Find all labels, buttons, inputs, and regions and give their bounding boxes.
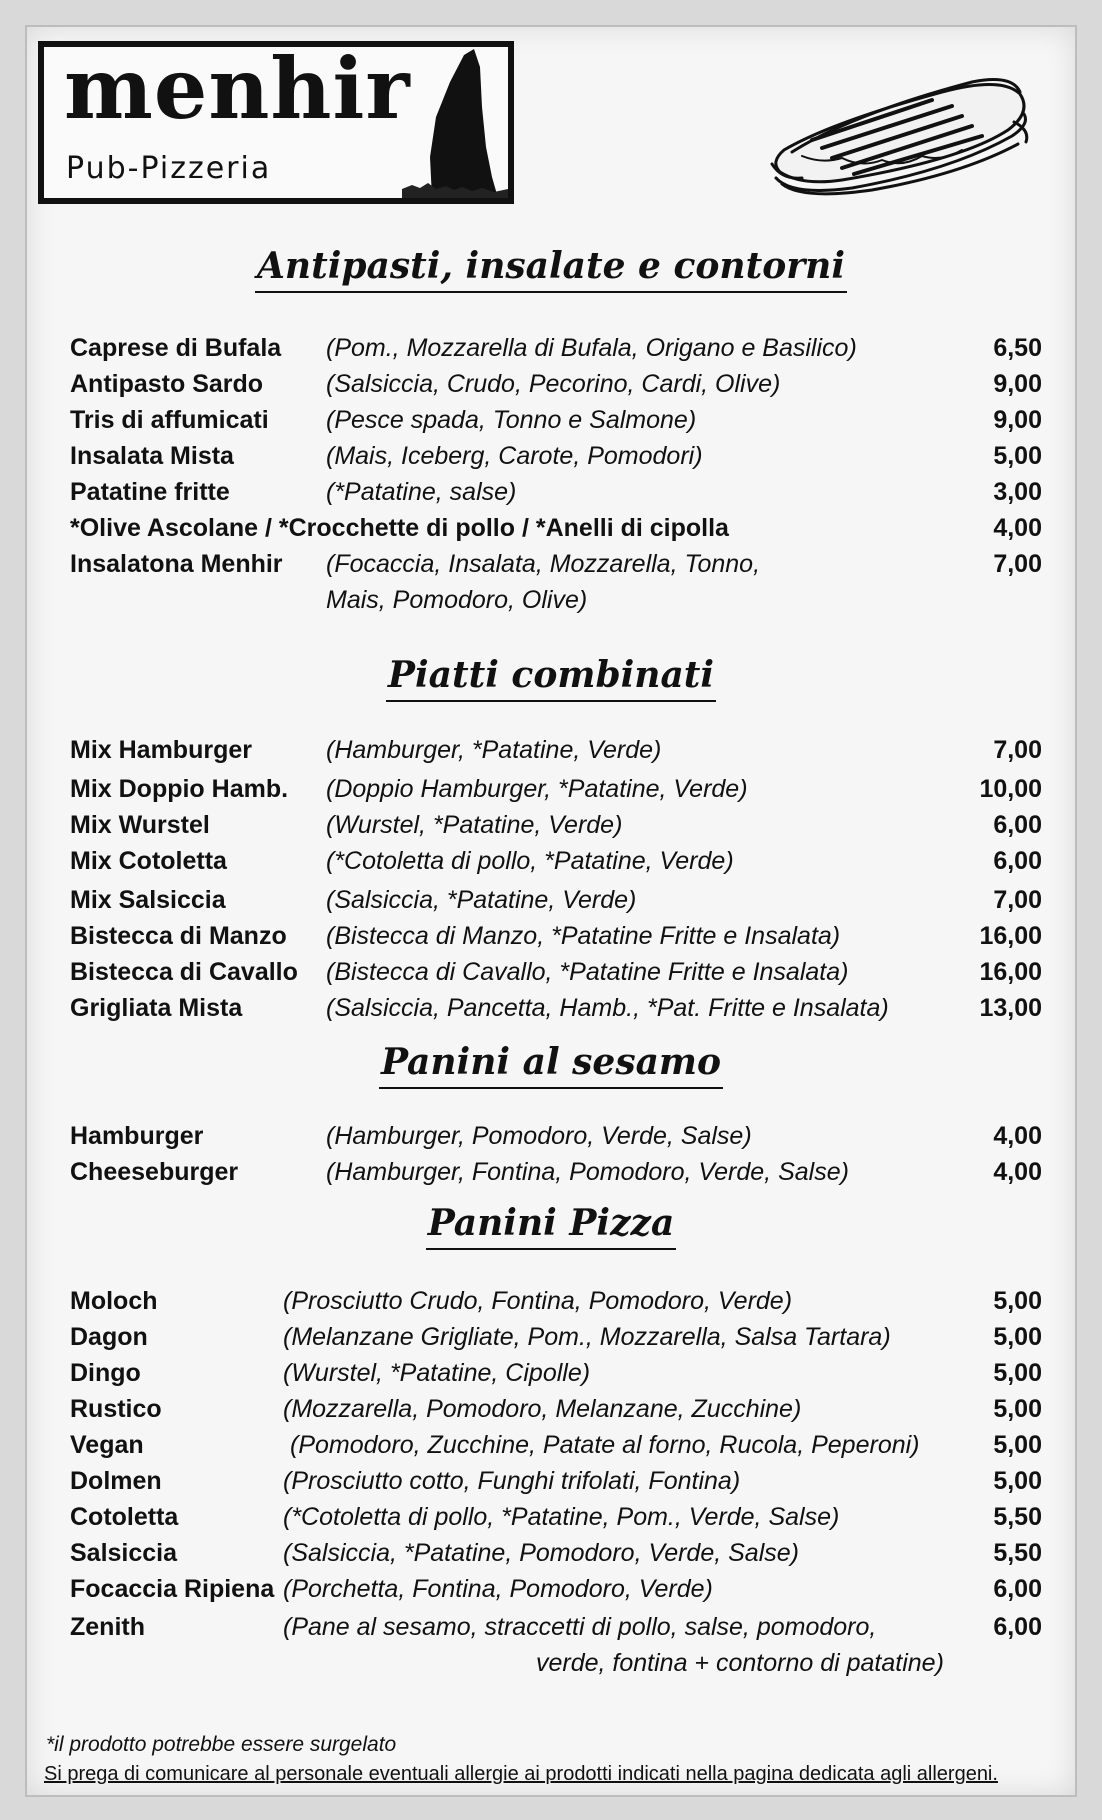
menu-item-name: Mix Salsiccia: [70, 886, 226, 914]
menu-item-description: (Prosciutto cotto, Funghi trifolati, Fontina): [283, 1467, 741, 1495]
menu-item-name: Hamburger: [70, 1122, 204, 1150]
menu-item-name: Zenith: [70, 1613, 145, 1641]
menu-item-name: Mix Cotoletta: [70, 847, 227, 875]
menu-item-name: Focaccia Ripiena: [70, 1575, 275, 1603]
logo-subtitle: Pub-Pizzeria: [66, 151, 272, 186]
menu-item: [0, 771, 1102, 807]
menu-item-name: Vegan: [70, 1431, 144, 1459]
menu-item-price: 5,00: [993, 1359, 1042, 1387]
menu-item-name: Bistecca di Manzo: [70, 922, 287, 950]
menu-item-name: Salsiccia: [70, 1539, 178, 1567]
menu-item-price: 6,00: [993, 847, 1042, 875]
menu-item-description: (Bistecca di Cavallo, *Patatine Fritte e Insalata): [326, 958, 849, 986]
menu-item: [0, 546, 1102, 614]
menu-item-price: 5,00: [993, 442, 1042, 470]
menu-item-description: (Pom., Mozzarella di Bufala, Origano e Basilico): [326, 334, 857, 362]
menu-item: [0, 732, 1102, 768]
menu-item-price: 5,00: [993, 1395, 1042, 1423]
menu-item-description: (Salsiccia, *Patatine, Pomodoro, Verde, Salse): [283, 1539, 799, 1567]
menu-item-name: Antipasto Sardo: [70, 370, 264, 398]
menu-item: [0, 990, 1102, 1026]
menu-item-price: 5,50: [993, 1539, 1042, 1567]
menu-item-name: Caprese di Bufala: [70, 334, 282, 362]
menu-item: [0, 1427, 1102, 1463]
menu-item: [0, 1118, 1102, 1154]
menu-item: [0, 1355, 1102, 1391]
menu-item-price: 4,00: [993, 1158, 1042, 1186]
menu-item-description: (*Cotoletta di pollo, *Patatine, Verde): [326, 847, 734, 875]
menu-item-description: (Hamburger, Fontina, Pomodoro, Verde, Salse): [326, 1158, 849, 1186]
menu-item-price: 6,50: [993, 334, 1042, 362]
menu-item: [0, 402, 1102, 438]
menu-item-description: (Salsiccia, Crudo, Pecorino, Cardi, Olive): [326, 370, 781, 398]
menu-item-name: Bistecca di Cavallo: [70, 958, 298, 986]
menu-item-description: (*Patatine, salse): [326, 478, 517, 506]
menu-item: [0, 330, 1102, 366]
menu-item-description: (Doppio Hamburger, *Patatine, Verde): [326, 775, 748, 803]
menu-item-price: 4,00: [993, 1122, 1042, 1150]
menu-item-description: (Porchetta, Fontina, Pomodoro, Verde): [283, 1575, 713, 1603]
menu-item-price: 10,00: [979, 775, 1042, 803]
section-title-antipasti: Antipasti, insalate e contorni: [0, 248, 1102, 284]
menu-item-price: 5,00: [993, 1467, 1042, 1495]
menu-item-price: 6,00: [993, 811, 1042, 839]
menu-item-price: 7,00: [993, 550, 1042, 578]
menhir-stone-icon: [402, 47, 508, 198]
menu-item: [0, 1499, 1102, 1535]
menu-item-description: (Bistecca di Manzo, *Patatine Fritte e Insalata): [326, 922, 841, 950]
menu-item-price: 7,00: [993, 736, 1042, 764]
menu-item-description: (Wurstel, *Patatine, Verde): [326, 811, 623, 839]
menu-item-price: 5,00: [993, 1287, 1042, 1315]
menu-item-price: 6,00: [993, 1575, 1042, 1603]
menu-item: [0, 1391, 1102, 1427]
menu-item-price: 5,50: [993, 1503, 1042, 1531]
menu-item-description: (Hamburger, *Patatine, Verde): [326, 736, 662, 764]
menu-item-name: Cotoletta: [70, 1503, 179, 1531]
menu-item-name: Dolmen: [70, 1467, 162, 1495]
menu-item-name: Tris di affumicati: [70, 406, 269, 434]
menu-item-name: Cheeseburger: [70, 1158, 239, 1186]
sandwich-icon: [762, 52, 1034, 202]
menu-item-price: 6,00: [993, 1613, 1042, 1641]
menu-item: [0, 366, 1102, 402]
menu-item-price: 9,00: [993, 370, 1042, 398]
menu-item: [0, 882, 1102, 918]
menu-item-price: 4,00: [993, 514, 1042, 542]
menu-item: [0, 474, 1102, 510]
menu-item: [0, 438, 1102, 474]
menu-item-price: 13,00: [979, 994, 1042, 1022]
menu-item-price: 9,00: [993, 406, 1042, 434]
menu-item: [0, 954, 1102, 990]
logo: [38, 41, 514, 204]
menu-item-price: 16,00: [979, 958, 1042, 986]
menu-item-description: (Mozzarella, Pomodoro, Melanzane, Zucchine): [283, 1395, 802, 1423]
menu-item: [0, 918, 1102, 954]
menu-item: [0, 1283, 1102, 1319]
menu-item-price: 5,00: [993, 1431, 1042, 1459]
menu-item: [0, 1463, 1102, 1499]
menu-item-name: Patatine fritte: [70, 478, 230, 506]
menu-item-name: Insalata Mista: [70, 442, 234, 470]
menu-item-description: (Wurstel, *Patatine, Cipolle): [283, 1359, 591, 1387]
menu-item-description: (Hamburger, Pomodoro, Verde, Salse): [326, 1122, 752, 1150]
menu-item-price: 5,00: [993, 1323, 1042, 1351]
menu-item-description-cont: Mais, Pomodoro, Olive): [326, 586, 588, 614]
menu-item-price: 3,00: [993, 478, 1042, 506]
menu-item-name: Moloch: [70, 1287, 158, 1315]
menu-item-price: 16,00: [979, 922, 1042, 950]
menu-item-name: Rustico: [70, 1395, 162, 1423]
menu-item-name: Grigliata Mista: [70, 994, 243, 1022]
menu-item: [0, 843, 1102, 879]
footer-allergy-note: Si prega di comunicare al personale eventuali allergie ai prodotti indicati nella pagina dedicata agli allergeni.: [44, 1763, 998, 1785]
menu-item: [0, 1571, 1102, 1607]
menu-item-name: Insalatona Menhir: [70, 550, 283, 578]
menu-item-description: (Salsiccia, Pancetta, Hamb., *Pat. Fritte e Insalata): [326, 994, 889, 1022]
menu-item: [0, 1154, 1102, 1190]
menu-item-description: (Melanzane Grigliate, Pom., Mozzarella, Salsa Tartara): [283, 1323, 891, 1351]
menu-item: [0, 807, 1102, 843]
menu-item-name: Mix Doppio Hamb.: [70, 775, 289, 803]
menu-item-description: (Focaccia, Insalata, Mozzarella, Tonno,: [326, 550, 761, 578]
menu-item-name: Mix Wurstel: [70, 811, 210, 839]
section-title-piatti-combinati: Piatti combinati: [0, 657, 1102, 693]
menu-item-description: (Pomodoro, Zucchine, Patate al forno, Rucola, Peperoni): [290, 1431, 920, 1459]
menu-item-description-cont: verde, fontina + contorno di patatine): [536, 1649, 944, 1677]
menu-item: [0, 510, 1102, 546]
menu-item-price: 7,00: [993, 886, 1042, 914]
logo-name: menhir: [64, 41, 411, 138]
menu-item-name: *Olive Ascolane / *Crocchette di pollo / *Anelli di cipolla: [70, 514, 729, 542]
menu-item-name: Dingo: [70, 1359, 141, 1387]
footer-frozen-note: *il prodotto potrebbe essere surgelato: [46, 1733, 397, 1756]
menu-item-name: Mix Hamburger: [70, 736, 252, 764]
menu-item: [0, 1609, 1102, 1677]
menu-item-name: Dagon: [70, 1323, 148, 1351]
menu-item-description: (Pane al sesamo, straccetti di pollo, salse, pomodoro,: [283, 1613, 877, 1641]
menu-item-description: (Salsiccia, *Patatine, Verde): [326, 886, 637, 914]
menu-item: [0, 1319, 1102, 1355]
menu-item-description: (Mais, Iceberg, Carote, Pomodori): [326, 442, 703, 470]
menu-item-description: (Pesce spada, Tonno e Salmone): [326, 406, 697, 434]
menu-item: [0, 1535, 1102, 1571]
menu-item-description: (Prosciutto Crudo, Fontina, Pomodoro, Verde): [283, 1287, 793, 1315]
section-title-panini-pizza: Panini Pizza: [0, 1205, 1102, 1241]
section-title-panini-sesamo: Panini al sesamo: [0, 1044, 1102, 1080]
menu-item-description: (*Cotoletta di pollo, *Patatine, Pom., Verde, Salse): [283, 1503, 840, 1531]
